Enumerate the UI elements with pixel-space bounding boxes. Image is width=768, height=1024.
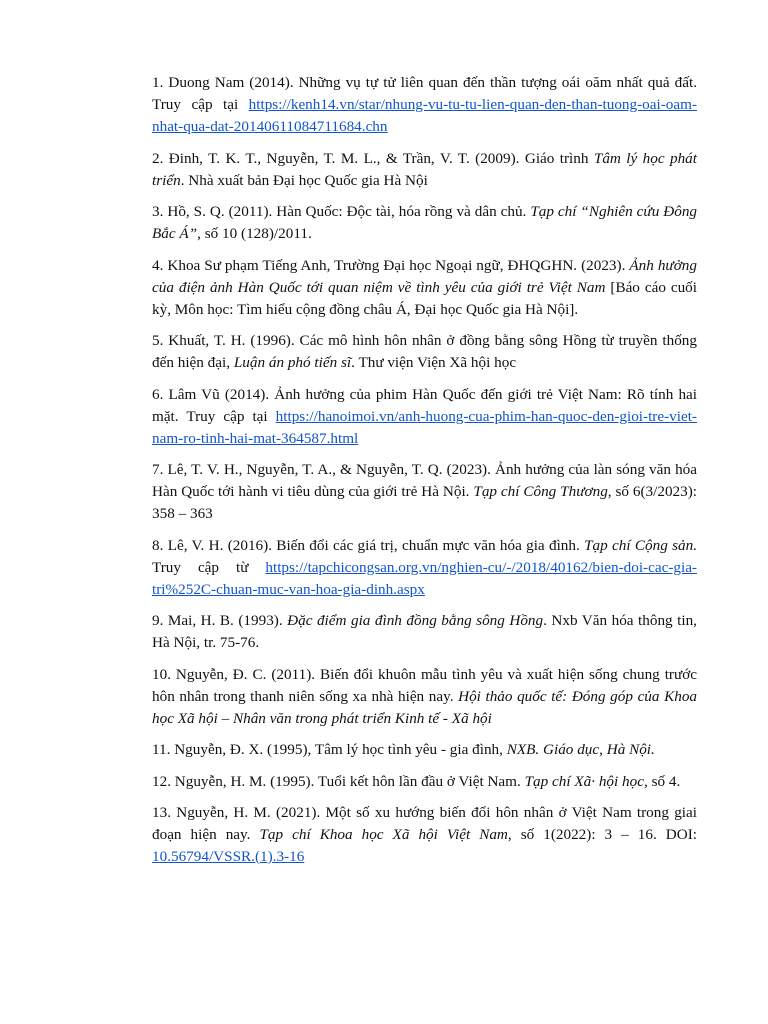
reference-text: 9. Mai, H. B. (1993).	[152, 612, 288, 629]
reference-text: 1. Duong Nam (2014). Những vụ tự tử liên quan đến thần tượng oái oăm nhất quả đất. Truy cập tại	[152, 74, 697, 113]
reference-title-italic: Hội thảo quốc tế: Đóng góp của Khoa học Xã hội – Nhân văn trong phát triển Kinh tế - Xã hội	[152, 687, 698, 727]
reference-item	[152, 459, 697, 525]
reference-title-italic: Tạp chí Công Thương	[473, 483, 608, 500]
reference-text: 4. Khoa Sư phạm Tiếng Anh, Trường Đại học Ngoại ngữ, ĐHQGHN. (2023).	[152, 256, 630, 274]
reference-title-italic: Luận án phó tiến sĩ	[233, 354, 352, 371]
reference-text: 7. Lê, T. V. H., Nguyễn, T. A., & Nguyễn, T. Q. (2023). Ảnh hưởng của làn sóng văn hóa Hàn Quốc tới hành vi tiêu dùng của giới trẻ Hà Nội.	[152, 461, 697, 500]
reference-list	[152, 72, 697, 878]
reference-title-italic: Tạp chí Xã· hội học	[524, 772, 644, 790]
reference-link[interactable]: 10.56794/VSSR.(1).3-16	[152, 848, 305, 865]
reference-text: 11. Nguyễn, Đ. X. (1995), Tâm lý học tình yêu - gia đình,	[152, 741, 507, 758]
reference-title-italic: NXB. Giáo dục, Hà Nội.	[506, 741, 655, 758]
reference-title-italic: Tạp chí Khoa học Xã hội Việt Nam	[259, 826, 508, 843]
reference-link[interactable]: https://kenh14.vn/star/nhung-vu-tu-tu-lien-quan-den-than-tuong-oai-oam-nhat-qua-dat-20140611084711684.chn	[152, 96, 697, 135]
reference-link[interactable]: https://hanoimoi.vn/anh-huong-cua-phim-han-quoc-den-gioi-tre-viet-nam-ro-tinh-hai-mat-364587.html	[152, 407, 697, 447]
reference-title-italic: Tạp chí Cộng sản.	[584, 536, 697, 554]
reference-text: . Nhà xuất bản Đại học Quốc gia Hà Nội	[180, 171, 428, 189]
reference-text: , số 1(2022): 3 – 16. DOI:	[507, 826, 697, 843]
reference-text: 6. Lâm Vũ (2014). Ảnh hưởng của phim Hàn Quốc đến giới trẻ Việt Nam: Rõ tính hai mặt. Truy cập tại	[152, 385, 697, 425]
reference-text: , số 6(3/2023): 358 – 363	[152, 483, 698, 522]
reference-text: 5. Khuất, T. H. (1996). Các mô hình hôn nhân ở đồng bằng sông Hồng từ truyền thống đến hiện đại,	[152, 332, 697, 371]
reference-link[interactable]: https://tapchicongsan.org.vn/nghien-cu/-/2018/40162/bien-doi-cac-gia-tri%252C-chuan-muc-van-hoa-gia-dinh.aspx	[152, 558, 697, 598]
reference-text: . Nxb Văn hóa thông tin, Hà Nội, tr. 75-76.	[152, 612, 697, 651]
reference-text: . Thư viện Viện Xã hội học	[351, 354, 517, 371]
reference-item	[152, 771, 697, 793]
reference-text: Truy cập từ	[152, 558, 266, 576]
reference-item	[152, 72, 697, 138]
reference-text: 8. Lê, V. H. (2016). Biến đổi các giá trị, chuẩn mực văn hóa gia đình.	[152, 536, 585, 554]
reference-text: 10. Nguyễn, Đ. C. (2011). Biến đổi khuôn mẫu tình yêu và xuất hiện sống chung trước hôn nhân trong thanh niên sống xa nhà hiện nay.	[152, 665, 697, 705]
reference-text: , số 4.	[643, 772, 681, 790]
reference-item	[152, 610, 697, 654]
reference-text: 2. Đinh, T. K. T., Nguyễn, T. M. L., & Trần, V. T. (2009). Giáo trình	[152, 149, 594, 167]
reference-text: 13. Nguyễn, H. M. (2021). Một số xu hướng biến đổi hôn nhân ở Việt Nam trong giai đoạn hiện nay.	[152, 804, 697, 843]
reference-item	[152, 664, 697, 730]
reference-item	[152, 255, 697, 321]
reference-text: , số 10 (128)/2011.	[197, 225, 312, 242]
reference-item	[152, 802, 697, 868]
reference-item	[152, 739, 697, 761]
reference-item	[152, 148, 697, 192]
reference-title-italic: Đặc điểm gia đình đồng bằng sông Hồng	[287, 612, 544, 629]
reference-text: 3. Hồ, S. Q. (2011). Hàn Quốc: Độc tài, hóa rồng và dân chủ.	[152, 203, 531, 220]
reference-item	[152, 330, 697, 374]
reference-text: [Báo cáo cuối kỳ, Môn học: Tìm hiểu cộng đồng châu Á, Đại học Quốc gia Hà Nội].	[152, 278, 697, 318]
reference-text: 12. Nguyễn, H. M. (1995). Tuổi kết hôn lần đầu ở Việt Nam.	[152, 772, 525, 790]
reference-title-italic: Ảnh hưởng của điện ảnh Hàn Quốc tới quan niệm về tình yêu của giới trẻ Việt Nam	[152, 256, 697, 296]
reference-item	[152, 384, 697, 450]
reference-title-italic: Tạp chí “Nghiên cứu Đông Bắc Á”	[152, 203, 698, 242]
reference-title-italic: Tâm lý học phát triển	[152, 149, 697, 189]
reference-item	[152, 201, 697, 245]
reference-item	[152, 535, 697, 601]
